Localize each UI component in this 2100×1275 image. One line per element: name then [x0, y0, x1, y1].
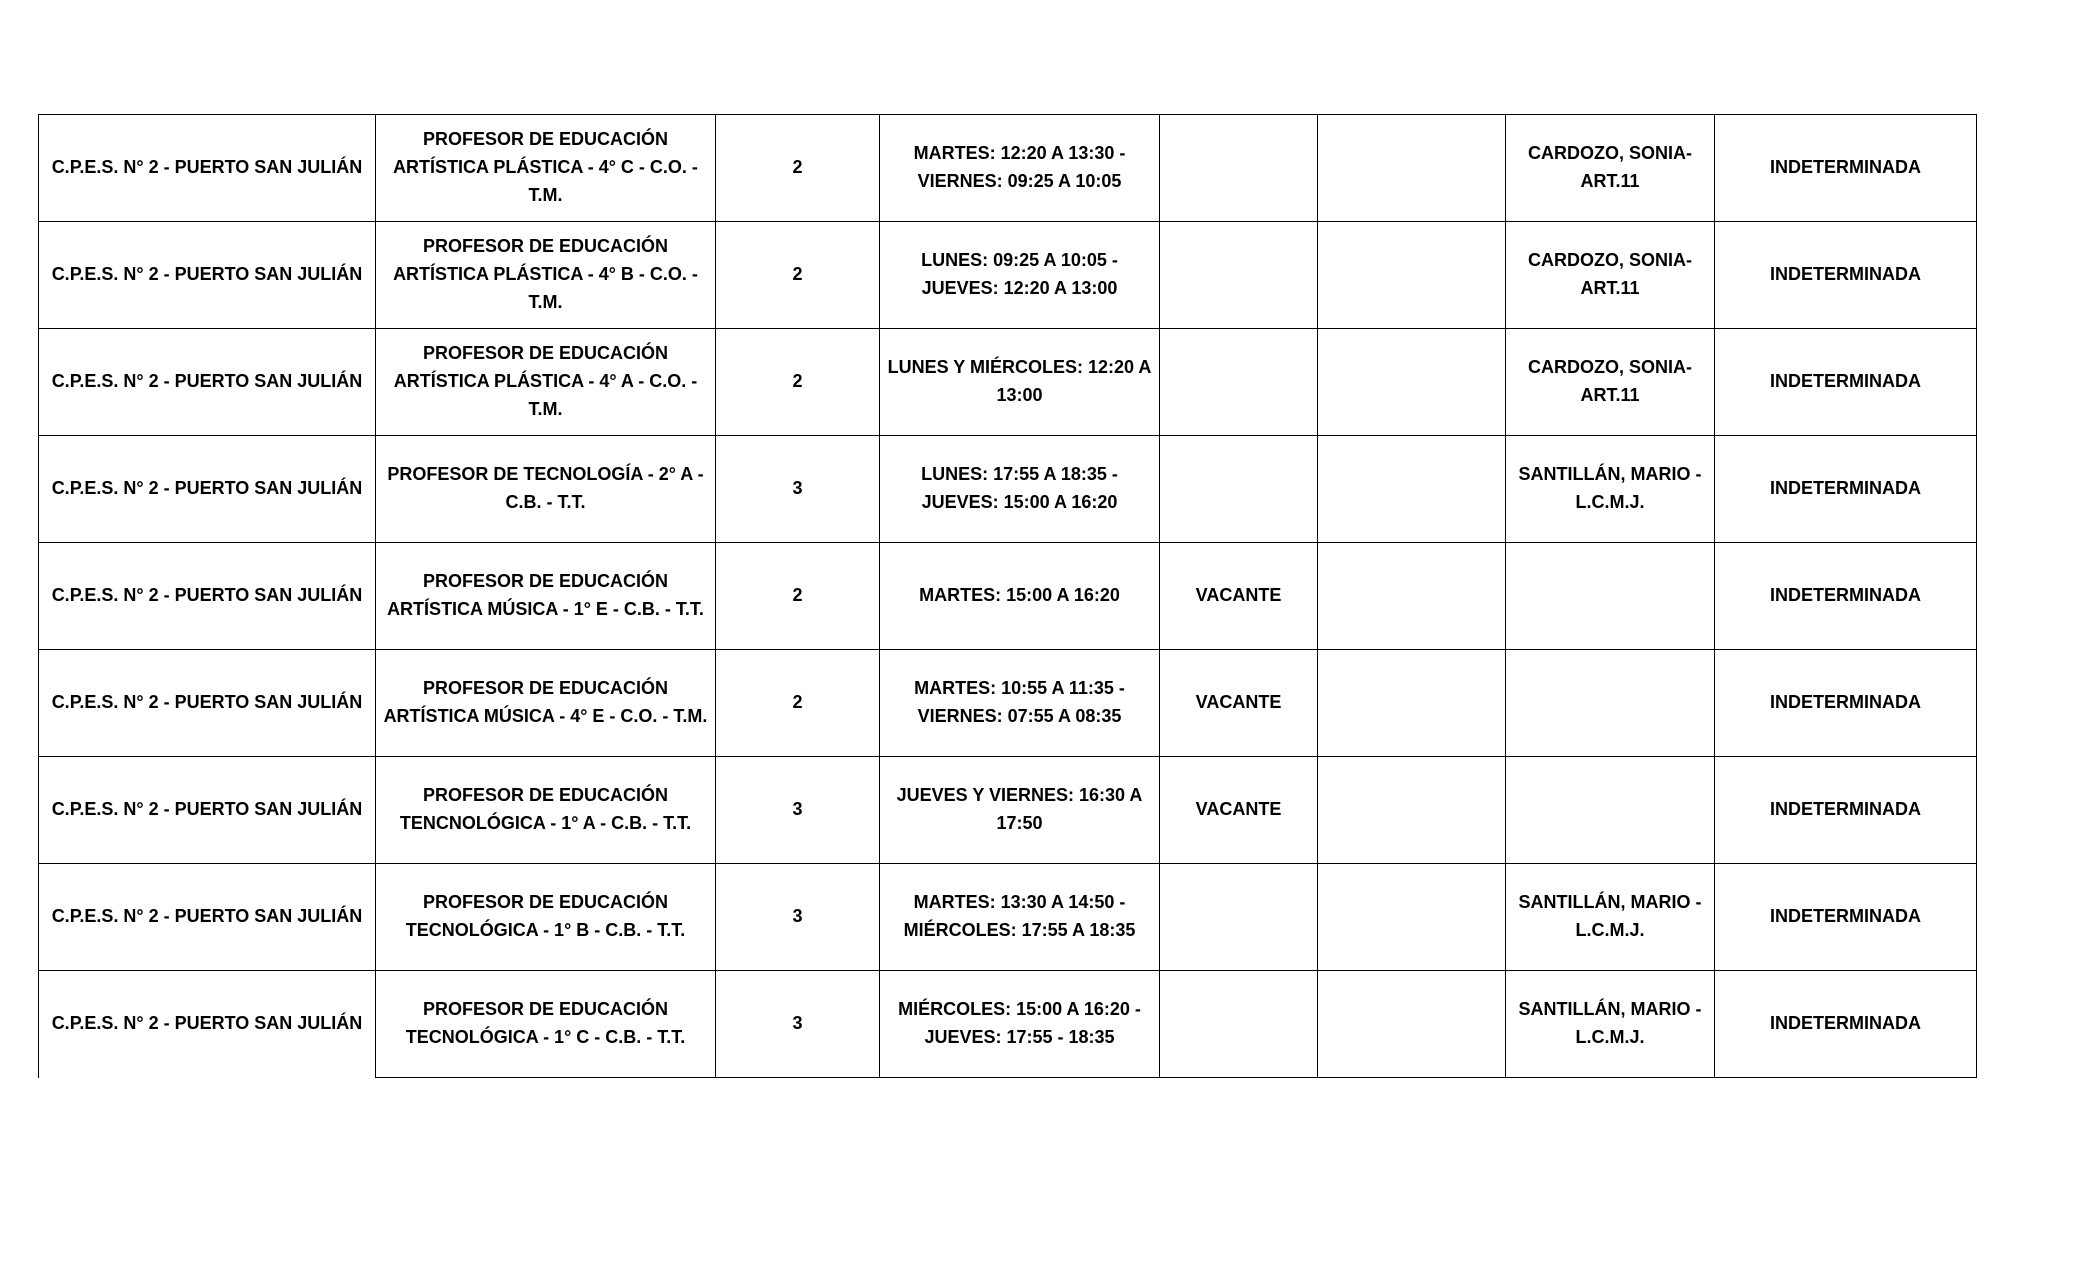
hours-cell: 2	[716, 543, 880, 650]
duration-cell: INDETERMINADA	[1715, 115, 1977, 222]
duration-cell: INDETERMINADA	[1715, 436, 1977, 543]
institution-cell: C.P.E.S. N° 2 - PUERTO SAN JULIÁN	[39, 543, 376, 650]
extra-cell	[1318, 115, 1506, 222]
table-row	[39, 329, 1977, 436]
schedule-cell: LUNES Y MIÉRCOLES: 12:20 A 13:00	[880, 329, 1160, 436]
positions-table-body	[39, 115, 1977, 1078]
schedule-cell: MARTES: 13:30 A 14:50 - MIÉRCOLES: 17:55 A 18:35	[880, 864, 1160, 971]
schedule-cell: MARTES: 12:20 A 13:30 - VIERNES: 09:25 A 10:05	[880, 115, 1160, 222]
position-cell: PROFESOR DE EDUCACIÓN TENCNOLÓGICA - 1° A - C.B. - T.T.	[376, 757, 716, 864]
schedule-cell: MIÉRCOLES: 15:00 A 16:20 - JUEVES: 17:55 - 18:35	[880, 971, 1160, 1078]
vacancy-cell	[1160, 329, 1318, 436]
vacancy-cell: VACANTE	[1160, 650, 1318, 757]
position-cell: PROFESOR DE EDUCACIÓN ARTÍSTICA MÚSICA - 1° E - C.B. - T.T.	[376, 543, 716, 650]
hours-cell: 3	[716, 971, 880, 1078]
hours-cell: 3	[716, 864, 880, 971]
duration-cell: INDETERMINADA	[1715, 222, 1977, 329]
vacancy-cell	[1160, 222, 1318, 329]
holder-cell: SANTILLÁN, MARIO - L.C.M.J.	[1506, 436, 1715, 543]
duration-cell: INDETERMINADA	[1715, 329, 1977, 436]
extra-cell	[1318, 222, 1506, 329]
duration-cell: INDETERMINADA	[1715, 864, 1977, 971]
institution-cell: C.P.E.S. N° 2 - PUERTO SAN JULIÁN	[39, 650, 376, 757]
extra-cell	[1318, 971, 1506, 1078]
extra-cell	[1318, 436, 1506, 543]
holder-cell: CARDOZO, SONIA-ART.11	[1506, 329, 1715, 436]
extra-cell	[1318, 329, 1506, 436]
position-cell: PROFESOR DE EDUCACIÓN ARTÍSTICA PLÁSTICA - 4° C - C.O. - T.M.	[376, 115, 716, 222]
table-row	[39, 436, 1977, 543]
table-row	[39, 971, 1977, 1078]
vacancy-cell: VACANTE	[1160, 543, 1318, 650]
table-row	[39, 115, 1977, 222]
duration-cell: INDETERMINADA	[1715, 650, 1977, 757]
institution-cell: C.P.E.S. N° 2 - PUERTO SAN JULIÁN	[39, 757, 376, 864]
holder-cell: SANTILLÁN, MARIO - L.C.M.J.	[1506, 864, 1715, 971]
holder-cell	[1506, 650, 1715, 757]
holder-cell	[1506, 757, 1715, 864]
vacancy-cell	[1160, 864, 1318, 971]
vacancy-cell	[1160, 115, 1318, 222]
table-row	[39, 757, 1977, 864]
holder-cell: CARDOZO, SONIA-ART.11	[1506, 222, 1715, 329]
table-row	[39, 222, 1977, 329]
schedule-cell: LUNES: 09:25 A 10:05 - JUEVES: 12:20 A 13:00	[880, 222, 1160, 329]
extra-cell	[1318, 864, 1506, 971]
institution-cell: C.P.E.S. N° 2 - PUERTO SAN JULIÁN	[39, 971, 376, 1078]
duration-cell: INDETERMINADA	[1715, 543, 1977, 650]
extra-cell	[1318, 757, 1506, 864]
hours-cell: 2	[716, 329, 880, 436]
position-cell: PROFESOR DE TECNOLOGÍA - 2° A - C.B. - T.T.	[376, 436, 716, 543]
position-cell: PROFESOR DE EDUCACIÓN ARTÍSTICA PLÁSTICA - 4° B - C.O. - T.M.	[376, 222, 716, 329]
hours-cell: 2	[716, 115, 880, 222]
holder-cell: SANTILLÁN, MARIO - L.C.M.J.	[1506, 971, 1715, 1078]
hours-cell: 2	[716, 650, 880, 757]
holder-cell: CARDOZO, SONIA-ART.11	[1506, 115, 1715, 222]
institution-cell: C.P.E.S. N° 2 - PUERTO SAN JULIÁN	[39, 329, 376, 436]
institution-cell: C.P.E.S. N° 2 - PUERTO SAN JULIÁN	[39, 115, 376, 222]
position-cell: PROFESOR DE EDUCACIÓN TECNOLÓGICA - 1° B - C.B. - T.T.	[376, 864, 716, 971]
vacancy-cell	[1160, 971, 1318, 1078]
schedule-cell: LUNES: 17:55 A 18:35 - JUEVES: 15:00 A 16:20	[880, 436, 1160, 543]
institution-cell: C.P.E.S. N° 2 - PUERTO SAN JULIÁN	[39, 864, 376, 971]
schedule-cell: MARTES: 10:55 A 11:35 - VIERNES: 07:55 A 08:35	[880, 650, 1160, 757]
holder-cell	[1506, 543, 1715, 650]
vacancy-cell: VACANTE	[1160, 757, 1318, 864]
hours-cell: 3	[716, 757, 880, 864]
hours-cell: 2	[716, 222, 880, 329]
table-row	[39, 543, 1977, 650]
extra-cell	[1318, 650, 1506, 757]
positions-table	[38, 114, 1977, 1078]
institution-cell: C.P.E.S. N° 2 - PUERTO SAN JULIÁN	[39, 436, 376, 543]
institution-cell: C.P.E.S. N° 2 - PUERTO SAN JULIÁN	[39, 222, 376, 329]
schedule-cell: MARTES: 15:00 A 16:20	[880, 543, 1160, 650]
table-row	[39, 864, 1977, 971]
duration-cell: INDETERMINADA	[1715, 971, 1977, 1078]
duration-cell: INDETERMINADA	[1715, 757, 1977, 864]
position-cell: PROFESOR DE EDUCACIÓN TECNOLÓGICA - 1° C - C.B. - T.T.	[376, 971, 716, 1078]
position-cell: PROFESOR DE EDUCACIÓN ARTÍSTICA MÚSICA - 4° E - C.O. - T.M.	[376, 650, 716, 757]
schedule-cell: JUEVES Y VIERNES: 16:30 A 17:50	[880, 757, 1160, 864]
table-row	[39, 650, 1977, 757]
hours-cell: 3	[716, 436, 880, 543]
extra-cell	[1318, 543, 1506, 650]
position-cell: PROFESOR DE EDUCACIÓN ARTÍSTICA PLÁSTICA - 4° A - C.O. - T.M.	[376, 329, 716, 436]
vacancy-cell	[1160, 436, 1318, 543]
